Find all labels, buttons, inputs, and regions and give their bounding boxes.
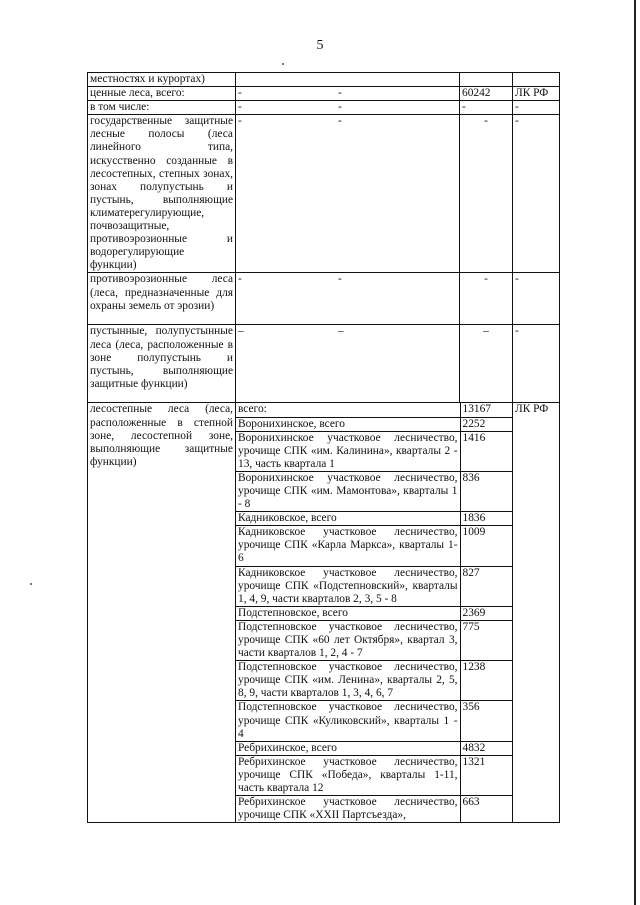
sub-row-text: Подстепновское участковое лесничество, урочище СПК «им. Ленина», кварталы 2, 5, 8, 9, части кварталов 1, 3, 4, 6, 7 bbox=[236, 661, 460, 701]
district-value: - bbox=[238, 101, 242, 114]
table-row bbox=[88, 101, 560, 115]
area-cell: – bbox=[460, 325, 513, 403]
sub-row-area: 1238 bbox=[460, 661, 512, 701]
district-cell bbox=[236, 73, 460, 87]
doc-cell: - bbox=[513, 115, 560, 273]
category-cell: в том числе: bbox=[88, 101, 236, 115]
doc-cell: - bbox=[513, 101, 560, 115]
sub-row-text: Кадниковское, всего bbox=[236, 512, 460, 526]
sub-row-area: 4832 bbox=[460, 741, 512, 755]
sub-row bbox=[236, 471, 512, 511]
sub-row bbox=[236, 755, 512, 795]
sub-row bbox=[236, 741, 512, 755]
scan-speck bbox=[30, 583, 32, 585]
sub-row-area: 1009 bbox=[460, 526, 512, 566]
sub-row bbox=[236, 526, 512, 566]
doc-cell: ЛК РФ bbox=[513, 403, 560, 823]
category-cell: лесостепные леса (леса, расположенные в степной зоне, лесостепной зоне, выполняющие защитные функции) bbox=[88, 403, 236, 823]
sub-row bbox=[236, 796, 512, 823]
sub-row-area: 1416 bbox=[460, 431, 512, 471]
sub-row bbox=[236, 566, 512, 606]
table-row bbox=[88, 73, 560, 87]
category-cell: пустынные, полупустынные леса (леса, расположенные в зоне полупустынь и пустынь, выполняющие защитные функции) bbox=[88, 325, 236, 403]
sub-row bbox=[236, 661, 512, 701]
table-row bbox=[88, 115, 560, 273]
sub-row-area: 356 bbox=[460, 701, 512, 741]
sub-row-text: Воронихинское участковое лесничество, урочище СПК «им. Калинина», кварталы 2 - 13, часть квартала 1 bbox=[236, 431, 460, 471]
sub-row-text: Ребрихинское участковое лесничество, урочище СПК «Победа», кварталы 1-11, часть квартала 12 bbox=[236, 755, 460, 795]
doc-cell bbox=[513, 73, 560, 87]
block-value: - bbox=[338, 115, 342, 128]
forest-table bbox=[87, 72, 560, 823]
block-value: - bbox=[338, 273, 342, 286]
category-cell: противоэрозионные леса (леса, предназначенные для охраны земель от эрозии) bbox=[88, 273, 236, 325]
district-cell bbox=[236, 115, 460, 273]
sub-row-area: 663 bbox=[460, 796, 512, 823]
table-row bbox=[88, 273, 560, 325]
sub-row bbox=[236, 606, 512, 620]
district-cell bbox=[236, 101, 460, 115]
area-cell: - bbox=[460, 101, 513, 115]
district-cell bbox=[236, 325, 460, 403]
subdivision-table bbox=[236, 403, 512, 822]
sub-row-area: 836 bbox=[460, 471, 512, 511]
sub-row bbox=[236, 417, 512, 431]
category-cell: ценные леса, всего: bbox=[88, 87, 236, 101]
sub-row-area: 775 bbox=[460, 620, 512, 660]
sub-row-text: Кадниковское участковое лесничество, урочище СПК «Карла Маркса», кварталы 1-6 bbox=[236, 526, 460, 566]
sub-row bbox=[236, 512, 512, 526]
district-cell bbox=[236, 87, 460, 101]
sub-row bbox=[236, 701, 512, 741]
page-number: 5 bbox=[316, 38, 324, 53]
sub-row-text: Ребрихинское, всего bbox=[236, 741, 460, 755]
district-value: - bbox=[238, 87, 242, 100]
area-cell bbox=[460, 73, 513, 87]
subdivision-cell bbox=[236, 403, 513, 823]
scan-speck bbox=[282, 63, 284, 65]
sub-row-area: 827 bbox=[460, 566, 512, 606]
sub-row-area: 1321 bbox=[460, 755, 512, 795]
sub-row-text: Подстепновское участковое лесничество, урочище СПК «60 лет Октября», квартал 3, части кварталов 1, 2, 4 - 7 bbox=[236, 620, 460, 660]
sub-row-text: Кадниковское участковое лесничество, урочище СПК «Подстепновский», кварталы 1, 4, 9, части кварталов 2, 3, 5 - 8 bbox=[236, 566, 460, 606]
sub-row-text: Подстепновское, всего bbox=[236, 606, 460, 620]
block-value: - bbox=[338, 101, 342, 114]
sub-row-text: всего: bbox=[236, 403, 460, 417]
scan-edge-line bbox=[634, 0, 636, 905]
sub-row-area: 13167 bbox=[460, 403, 512, 417]
table-row bbox=[88, 325, 560, 403]
area-cell: 60242 bbox=[460, 87, 513, 101]
doc-cell: - bbox=[513, 273, 560, 325]
doc-cell: - bbox=[513, 325, 560, 403]
area-cell: - bbox=[460, 273, 513, 325]
sub-row bbox=[236, 403, 512, 417]
sub-row-area: 2252 bbox=[460, 417, 512, 431]
table-row bbox=[88, 87, 560, 101]
district-value: - bbox=[238, 273, 242, 286]
district-value: - bbox=[238, 115, 242, 128]
sub-row bbox=[236, 620, 512, 660]
sub-row-text: Ребрихинское участковое лесничество, урочище СПК «XXII Партсъезда», bbox=[236, 796, 460, 823]
block-value: – bbox=[338, 325, 344, 338]
sub-row-area: 1836 bbox=[460, 512, 512, 526]
category-cell: местностях и курортах) bbox=[88, 73, 236, 87]
area-cell: - bbox=[460, 115, 513, 273]
sub-row-text: Воронихинское участковое лесничество, урочище СПК «им. Мамонтова», кварталы 1 - 8 bbox=[236, 471, 460, 511]
district-cell bbox=[236, 273, 460, 325]
sub-row-text: Воронихинское, всего bbox=[236, 417, 460, 431]
category-cell: государственные защитные лесные полосы (леса линейного типа, искусственно созданные в лесостепных, степных зонах, зонах полупустынь и пустынь, выполняющие климатерегулирующие, почвозащитные, противоэрозионные и водорегулирующие функции) bbox=[88, 115, 236, 273]
sub-row bbox=[236, 431, 512, 471]
district-value: – bbox=[238, 325, 244, 338]
block-value: - bbox=[338, 87, 342, 100]
table-row bbox=[88, 403, 560, 823]
sub-row-area: 2369 bbox=[460, 606, 512, 620]
doc-cell: ЛК РФ bbox=[513, 87, 560, 101]
sub-row-text: Подстепновское участковое лесничество, урочище СПК «Куликовский», кварталы 1 - 4 bbox=[236, 701, 460, 741]
